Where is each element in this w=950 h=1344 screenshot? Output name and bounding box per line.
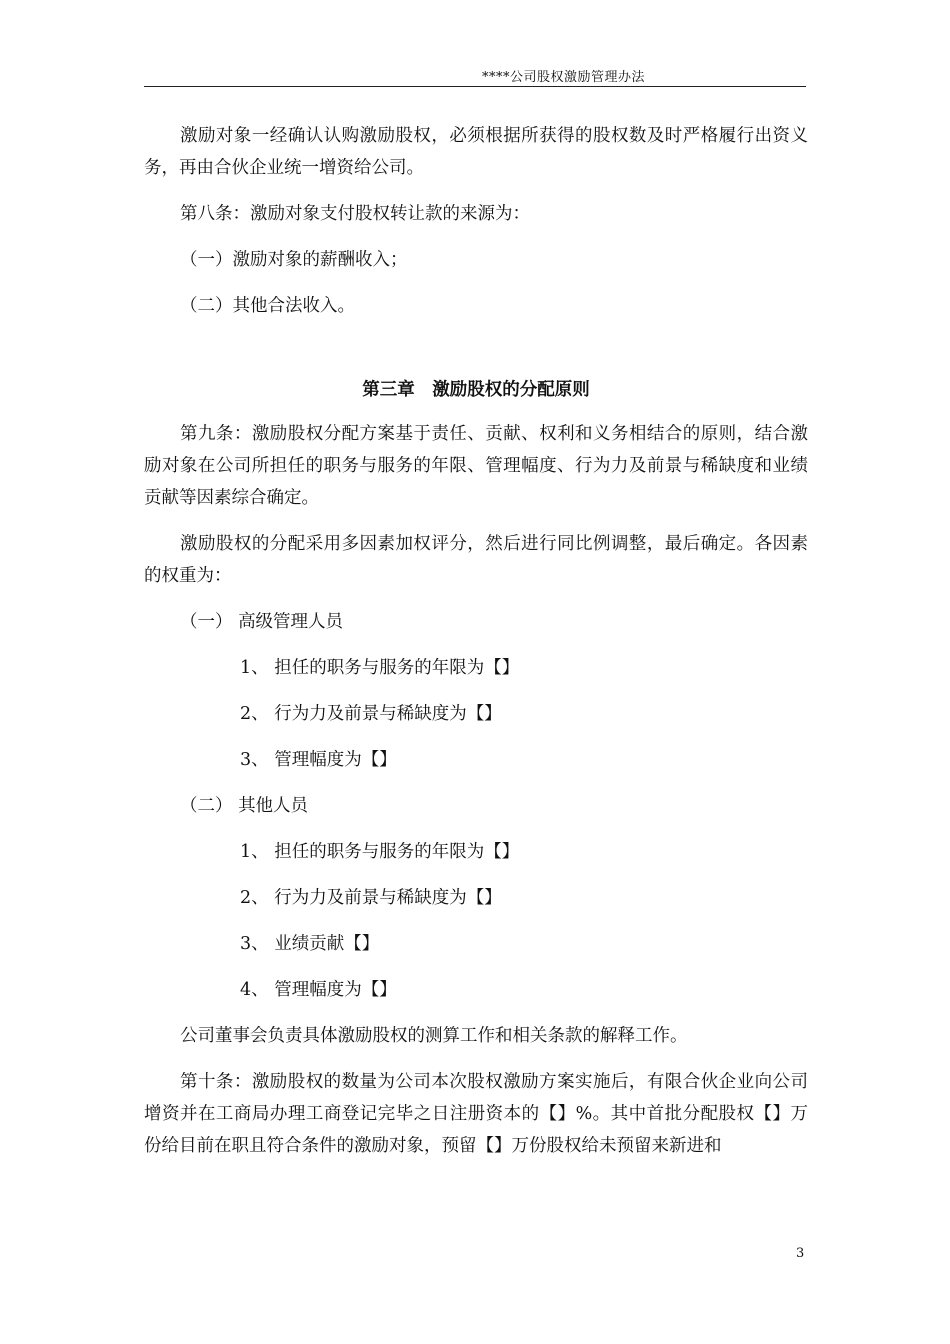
group1-item-3: 3、 管理幅度为【】 — [240, 750, 397, 770]
group-senior-management: （一） 高级管理人员 — [180, 612, 344, 632]
header-divider — [144, 86, 806, 87]
document-body — [144, 120, 808, 1176]
group1-item-1: 1、 担任的职务与服务的年限为【】 — [240, 658, 520, 678]
group-other-staff: （二） 其他人员 — [180, 796, 309, 816]
group2-item-1: 1、 担任的职务与服务的年限为【】 — [240, 842, 520, 862]
paragraph-capital-contribution: 激励对象一经确认认购激励股权，必须根据所获得的股权数及时严格履行出资义务，再由合伙企业统一增资给公司。 — [144, 126, 808, 178]
group2-item-2: 2、 行为力及前景与稀缺度为【】 — [240, 888, 502, 908]
article-8: 第八条：激励对象支付股权转让款的来源为： — [180, 204, 530, 224]
chapter-3-heading: 第三章 激励股权的分配原则 — [362, 380, 590, 400]
article-10: 第十条：激励股权的数量为公司本次股权激励方案实施后，有限合伙企业向公司增资并在工商局办理工商登记完毕之日注册资本的【】%。其中首批分配股权【】万份给目前在职且符合条件的激励对象，预留【】万份股权给未预留来新进和 — [144, 1072, 808, 1156]
article-9: 第九条：激励股权分配方案基于责任、贡献、权利和义务相结合的原则，结合激励对象在公司所担任的职务与服务的年限、管理幅度、行为力及前景与稀缺度和业绩贡献等因素综合确定。 — [144, 424, 808, 508]
document-header-title: ****公司股权激励管理办法 — [482, 70, 646, 85]
group2-item-4: 4、 管理幅度为【】 — [240, 980, 397, 1000]
article-8-item-1: （一）激励对象的薪酬收入； — [180, 250, 408, 270]
group2-item-3: 3、 业绩贡献【】 — [240, 934, 380, 954]
page-number: 3 — [796, 1246, 805, 1261]
group1-item-2: 2、 行为力及前景与稀缺度为【】 — [240, 704, 502, 724]
article-9-weights: 激励股权的分配采用多因素加权评分，然后进行同比例调整，最后确定。各因素的权重为： — [144, 534, 808, 586]
article-8-item-2: （二）其他合法收入。 — [180, 296, 355, 316]
board-responsibility: 公司董事会负责具体激励股权的测算工作和相关条款的解释工作。 — [180, 1026, 688, 1046]
